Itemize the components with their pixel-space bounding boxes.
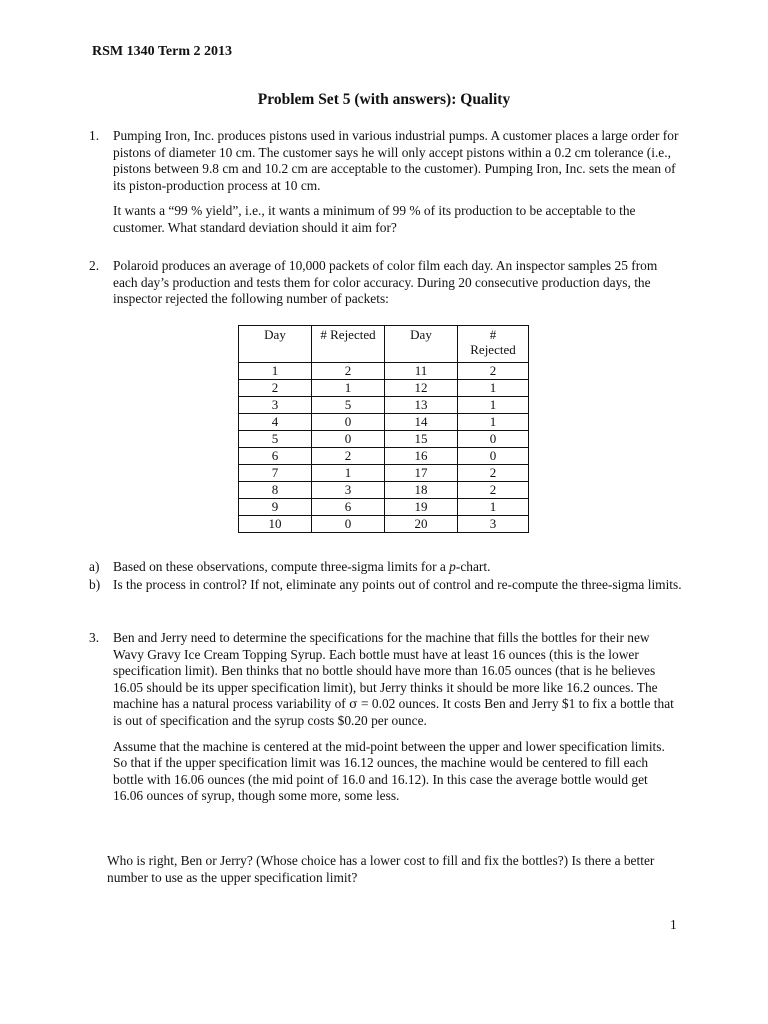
cell-rejected: 0 (458, 431, 529, 448)
cell-day: 13 (385, 397, 458, 414)
sigma-symbol: σ (349, 696, 358, 712)
question-1-paragraph-2: It wants a “99 % yield”, i.e., it wants a minimum of 99 % of its production to be acceptable to the customer. What standard deviation should it aim for? (113, 203, 636, 235)
header-day-1: Day (239, 326, 312, 363)
cell-day: 7 (239, 465, 312, 482)
cell-rejected: 1 (458, 397, 529, 414)
table-row (239, 397, 529, 414)
cell-rejected: 2 (458, 465, 529, 482)
cell-rejected: 1 (458, 414, 529, 431)
cell-day: 14 (385, 414, 458, 431)
cell-rejected: 6 (312, 499, 385, 516)
cell-rejected: 0 (312, 431, 385, 448)
question-3-paragraph-1-start: Ben and Jerry need to determine the specifications for the machine that fills the bottles for their new Wavy Gravy Ice Cream Topping Syrup. Each bottle must have at least 16 ounces (this is the lower specification limit). Ben thinks that no bottle should have more than 16.05 ounces (that is he believes 16.05 should be its upper specification limit), but Jerry thinks it should be more like 16.2 ounces. The machine has a natural process variability of (113, 630, 658, 712)
course-header: RSM 1340 Term 2 2013 (92, 44, 232, 59)
table-row (239, 499, 529, 516)
question-3-paragraph-1 (113, 630, 679, 730)
header-rejected-2: # Rejected (458, 326, 529, 363)
table-row (239, 482, 529, 499)
cell-day: 16 (385, 448, 458, 465)
cell-day: 1 (239, 363, 312, 380)
part-a-label: a) (89, 559, 100, 574)
cell-rejected: 5 (312, 397, 385, 414)
part-b-label: b) (89, 577, 101, 592)
cell-rejected: 3 (458, 516, 529, 533)
question-1-paragraph-1: Pumping Iron, Inc. produces pistons used in various industrial pumps. A customer places a large order for pistons of diameter 10 cm. The customer says he will only accept pistons within a 0.2 cm tolerance (i.e., pistons between 9.8 cm and 10.2 cm are acceptable to the customer). Pumping Iron, Inc. sets the mean of its piston-production process at 10 cm. (113, 128, 679, 193)
part-a (89, 559, 689, 576)
cell-day: 9 (239, 499, 312, 516)
question-1 (89, 128, 679, 237)
header-day-2: Day (385, 326, 458, 363)
cell-rejected: 2 (458, 482, 529, 499)
question-2-paragraph-1: Polaroid produces an average of 10,000 packets of color film each day. An inspector samples 25 from each day’s production and tests them for color accuracy. During 20 consecutive production days, the inspector rejected the following number of packets: (113, 258, 658, 307)
cell-day: 5 (239, 431, 312, 448)
part-b-text: Is the process in control? If not, eliminate any points out of control and re-compute the three-sigma limits. (113, 577, 682, 592)
cell-rejected: 2 (458, 363, 529, 380)
table-row (239, 380, 529, 397)
cell-day: 6 (239, 448, 312, 465)
cell-day: 19 (385, 499, 458, 516)
question-3-paragraph-1-end: = 0.02 ounces. It costs Ben and Jerry $1 to fix a bottle that is out of specification and the syrup costs $0.20 per ounce. (113, 696, 674, 728)
question-3 (89, 630, 679, 805)
table-header-row (239, 326, 529, 363)
rejected-packets-table (238, 325, 529, 533)
cell-day: 12 (385, 380, 458, 397)
part-a-text-start: Based on these observations, compute three-sigma limits for a (113, 559, 450, 574)
p-variable: p (449, 559, 456, 574)
page-number: 1 (670, 917, 677, 932)
part-b (89, 577, 689, 594)
cell-rejected: 2 (312, 448, 385, 465)
cell-rejected: 1 (312, 465, 385, 482)
table-row (239, 363, 529, 380)
cell-day: 11 (385, 363, 458, 380)
final-question: Who is right, Ben or Jerry? (Whose choice has a lower cost to fill and fix the bottles?) Is there a better number to use as the upper specification limit? (107, 853, 655, 885)
table-row (239, 431, 529, 448)
cell-day: 4 (239, 414, 312, 431)
question-3-paragraph-2: Assume that the machine is centered at the mid-point between the upper and lower specification limits. So that if the upper specification limit was 16.12 ounces, the machine would be centered to fill each bottle with 16.06 ounces (the mid point of 16.0 and 16.12). In this case the average bottle would get 16.06 ounces of syrup, though some more, some less. (113, 738, 665, 804)
table-row (239, 465, 529, 482)
cell-day: 8 (239, 482, 312, 499)
cell-rejected: 3 (312, 482, 385, 499)
cell-rejected: 1 (312, 380, 385, 397)
question-number: 2. (89, 258, 100, 273)
question-2 (89, 258, 679, 308)
header-rejected-1: # Rejected (312, 326, 385, 363)
question-number: 3. (89, 630, 100, 645)
table-row (239, 516, 529, 533)
part-a-text (113, 559, 689, 576)
cell-rejected: 1 (458, 380, 529, 397)
question-number: 1. (89, 128, 100, 143)
cell-rejected: 2 (312, 363, 385, 380)
cell-day: 20 (385, 516, 458, 533)
cell-day: 15 (385, 431, 458, 448)
table-row (239, 448, 529, 465)
cell-day: 10 (239, 516, 312, 533)
cell-rejected: 0 (312, 516, 385, 533)
cell-day: 17 (385, 465, 458, 482)
part-a-text-end: -chart. (455, 559, 491, 574)
cell-rejected: 1 (458, 499, 529, 516)
cell-day: 2 (239, 380, 312, 397)
cell-rejected: 0 (312, 414, 385, 431)
cell-day: 3 (239, 397, 312, 414)
table-row (239, 414, 529, 431)
cell-day: 18 (385, 482, 458, 499)
cell-rejected: 0 (458, 448, 529, 465)
page-title: Problem Set 5 (with answers): Quality (257, 91, 511, 108)
